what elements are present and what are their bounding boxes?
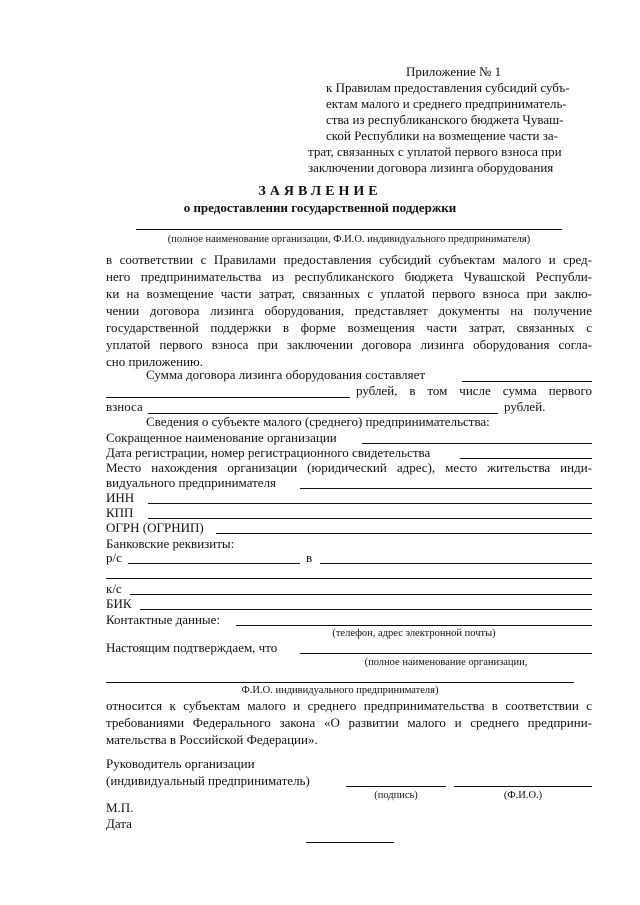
applicant-name-line[interactable]: [136, 229, 562, 230]
reg-date-field[interactable]: [460, 458, 592, 459]
contacts-field[interactable]: [236, 625, 592, 626]
signature-head-2: (индивидуальный предприниматель): [106, 773, 310, 788]
appendix-line-4: ства из республиканского бюджета Чуваш-: [326, 112, 564, 127]
page-footer-line: [306, 842, 394, 843]
first-fee-rub: рублей.: [504, 399, 546, 414]
date-label: Дата: [106, 816, 132, 831]
kpp-field[interactable]: [148, 518, 592, 519]
intro-line-5: государственной поддержки в форме возмещения части затрат, связанных с: [106, 320, 592, 335]
confirm-label: Настоящим подтверждаем, что: [106, 640, 278, 655]
kpp-label: КПП: [106, 505, 134, 520]
document-subtitle: о предоставлении государственной поддержки: [183, 200, 457, 215]
intro-line-4: чении договора лизинга оборудования, представляет документы на получение: [106, 303, 592, 318]
contacts-hint: (телефон, адрес электронной почты): [332, 628, 496, 639]
applicant-name-hint: (полное наименование организации, Ф.И.О. индивидуального предпринимателя): [167, 234, 531, 245]
confirm-line-3: мательства в Российской Федерации».: [106, 732, 318, 747]
stamp-label: М.П.: [106, 800, 134, 815]
signature-field[interactable]: [346, 786, 446, 787]
intro-line-1: в соответствии с Правилами предоставления субсидий субъектам малого и сред-: [106, 252, 592, 267]
address-label-line-1: Место нахождения организации (юридический адрес), место жительства инди-: [106, 460, 592, 475]
bank-in-label: в: [306, 550, 313, 565]
ks-field[interactable]: [130, 594, 592, 595]
confirm-hint-2: Ф.И.О. индивидуального предпринимателя): [241, 685, 439, 696]
document-title: ЗАЯВЛЕНИЕ: [258, 184, 382, 199]
appendix-line-7: заключении договора лизинга оборудования: [308, 160, 554, 175]
bik-label: БИК: [106, 596, 132, 611]
appendix-line-2: к Правилам предоставления субсидий субъ-: [326, 80, 570, 95]
ogrn-field[interactable]: [216, 533, 592, 534]
first-fee-label: взноса: [106, 399, 143, 414]
address-label-line-2: видуального предпринимателя: [106, 475, 277, 490]
contract-sum-label: Сумма договора лизинга оборудования составляет: [146, 367, 426, 382]
appendix-line-5: ской Республики на возмещение части за-: [326, 128, 558, 143]
confirm-field-2[interactable]: [106, 682, 574, 683]
address-field[interactable]: [300, 488, 592, 489]
bik-field[interactable]: [140, 609, 592, 610]
appendix-line-3: ектам малого и среднего предприниматель-: [326, 96, 567, 111]
intro-line-3: ки на возмещение части затрат, связанных с уплатой первого взноса при заклю-: [106, 286, 592, 301]
confirm-hint-1: (полное наименование организации,: [364, 657, 528, 668]
contract-sum-field-2[interactable]: [106, 397, 350, 398]
full-name-hint: (Ф.И.О.): [503, 790, 543, 801]
confirm-line-2: требованиями Федерального закона «О развитии малого и среднего предприни-: [106, 715, 592, 730]
appendix-line-1: Приложение № 1: [406, 64, 502, 79]
ogrn-label: ОГРН (ОГРНИП): [106, 520, 204, 535]
ks-label: к/с: [106, 581, 122, 596]
contract-sum-field[interactable]: [462, 381, 592, 382]
inn-label: ИНН: [106, 490, 135, 505]
bank-header: Банковские реквизиты:: [106, 536, 235, 551]
short-name-label: Сокращенное наименование организации: [106, 430, 337, 445]
short-name-field[interactable]: [362, 443, 592, 444]
bank-name-field[interactable]: [320, 563, 592, 564]
reg-date-label: Дата регистрации, номер регистрационного свидетельства: [106, 445, 431, 460]
appendix-line-6: трат, связанных с уплатой первого взноса при: [308, 144, 562, 159]
confirm-field[interactable]: [300, 653, 592, 654]
full-name-field[interactable]: [454, 786, 592, 787]
subject-info-header: Сведения о субъекте малого (среднего) предпринимательства:: [146, 414, 490, 429]
signature-head-1: Руководитель организации: [106, 756, 255, 771]
rs-field[interactable]: [128, 563, 300, 564]
contacts-label: Контактные данные:: [106, 612, 221, 627]
confirm-line-1: относится к субъектам малого и среднего предпринимательства в соответствии с: [106, 698, 592, 713]
rs-label: р/с: [106, 550, 122, 565]
signature-hint: (подпись): [374, 790, 418, 801]
contract-rub-including: рублей, в том числе сумма первого: [356, 383, 592, 398]
intro-line-6: уплатой первого взноса при заключении договора лизинга оборудования согла-: [106, 337, 592, 352]
inn-field[interactable]: [148, 503, 592, 504]
intro-line-2: него предпринимательства из республиканского бюджета Чувашской Республи-: [106, 269, 592, 284]
bank-name-field-2[interactable]: [106, 578, 592, 579]
intro-line-7: сно приложению.: [106, 354, 204, 369]
